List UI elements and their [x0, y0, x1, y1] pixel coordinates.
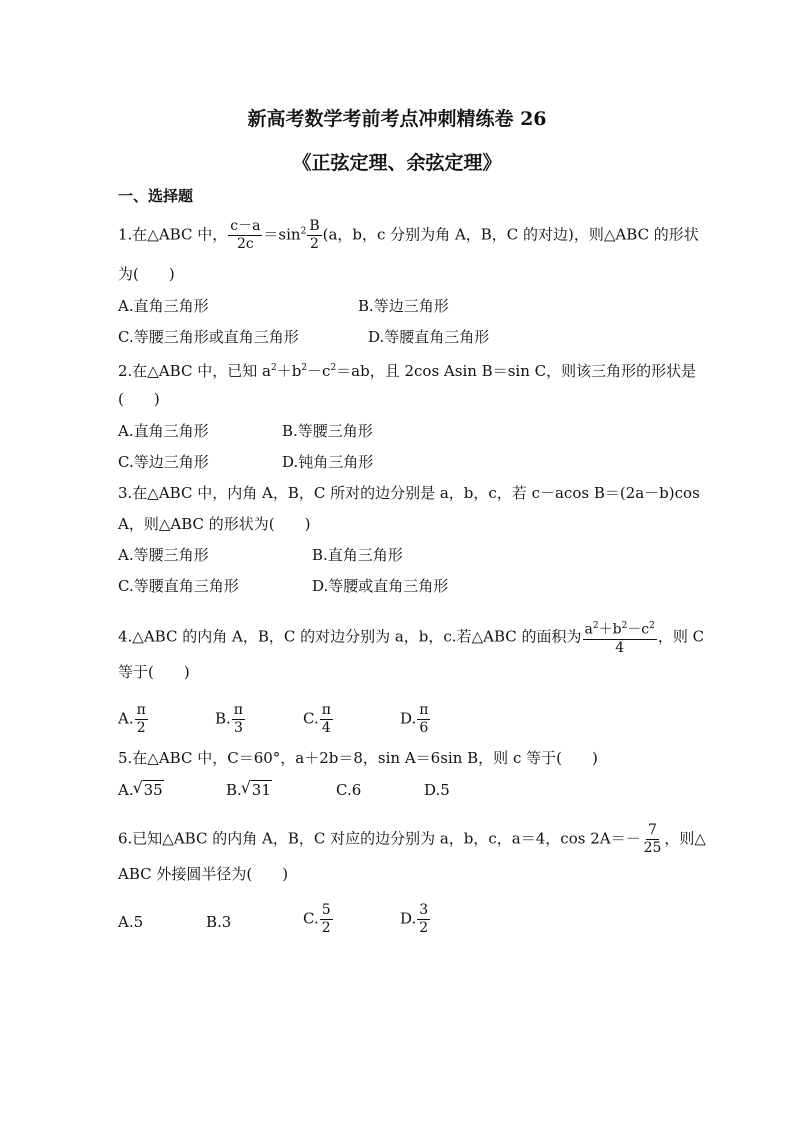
q2-option-c: C.等边三角形: [118, 453, 209, 471]
q4-option-d: D. $\frac{\pi}{6}$: [400, 702, 429, 736]
q4-option-b: B. $\frac{\pi}{3}$: [215, 702, 243, 736]
sqrt-symbol: √ 35: [134, 780, 164, 800]
q3-option-b: B.直角三角形: [312, 546, 403, 564]
question-2-line-2: ( ): [118, 390, 160, 408]
q5-option-d: D.5: [424, 781, 450, 799]
q4-option-a: A. $\frac{\pi}{2}$: [118, 702, 146, 736]
q6-option-b: B.3: [206, 913, 232, 931]
page-title: 新高考数学考前考点冲刺精练卷 26: [247, 108, 547, 130]
question-1-line-2: 为( ): [118, 265, 175, 283]
q4-option-c: C. $\frac{\pi}{4}$: [303, 702, 331, 736]
q2-option-a: A.直角三角形: [118, 422, 209, 440]
q6-option-a: A.5: [118, 913, 144, 931]
q1-fraction-2: $\frac{B}{2}$: [309, 218, 320, 252]
q1-option-d: D.等腰直角三角形: [368, 328, 490, 346]
q1-fraction-1: $\frac{c-a}{2c}$: [230, 218, 261, 252]
question-6-line-1: 6.已知△ABC 的内角 A，B，C 对应的边分别为 a，b，c，a＝4，cos 2A＝－ $\frac{7}{25}$ ，则△: [118, 822, 706, 856]
q2-option-d: D.钝角三角形: [282, 453, 374, 471]
q4-area-fraction: $\frac{a^2+b^2-c^2}{4}$: [583, 618, 657, 657]
q6-option-d: D. $\frac{3}{2}$: [400, 902, 429, 936]
section-heading: 一、选择题: [118, 187, 194, 205]
question-4-line-2: 等于( ): [118, 663, 190, 681]
q6-option-c: C. $\frac{5}{2}$: [303, 902, 331, 936]
question-2-line-1: 2.在△ABC 中，已知 $a^2+b^2-c^2=ab$，且 2cos Asin B＝sin C，则该三角形的形状是: [118, 362, 697, 380]
q3-option-d: D.等腰或直角三角形: [312, 577, 449, 595]
question-3-line-1: 3.在△ABC 中，内角 A，B，C 所对的边分别是 a，b，c，若 c－acos B＝(2a－b)cos: [118, 484, 700, 502]
q5-option-c: C.6: [336, 781, 362, 799]
q1-option-c: C.等腰三角形或直角三角形: [118, 328, 299, 346]
q1-option-a: A.直角三角形: [118, 297, 209, 315]
page-subtitle: 《正弦定理、余弦定理》: [292, 152, 502, 174]
q3-option-a: A.等腰三角形: [118, 546, 209, 564]
question-5-line-1: 5.在△ABC 中，C＝60°，a＋2b＝8，sin A＝6sin B，则 c 等于( ): [118, 749, 598, 767]
question-6-line-2: ABC 外接圆半径为( ): [118, 865, 289, 883]
q2-option-b: B.等腰三角形: [282, 422, 373, 440]
q5-option-b: B.√ 31: [226, 780, 272, 800]
question-3-line-2: A，则△ABC 的形状为( ): [118, 515, 311, 533]
q3-option-c: C.等腰直角三角形: [118, 577, 239, 595]
q5-option-a: A.√ 35: [118, 780, 164, 800]
q1-option-b: B.等边三角形: [358, 297, 449, 315]
sqrt-symbol: √ 31: [242, 780, 272, 800]
q6-fraction: $\frac{7}{25}$: [643, 822, 662, 856]
question-4-line-1: 4.△ABC 的内角 A，B，C 的对边分别为 a，b，c.若△ABC 的面积为 $\frac{a^2+b^2-c^2}{4}$ ，则 C: [118, 618, 704, 657]
question-1-line-1: 1.在△ABC 中， $\frac{c-a}{2c}$ $=\sin^2$ $\frac{B}{2}$ (a，b，c 分别为角 A，B，C 的对边)，则△ABC 的形状: [118, 218, 699, 252]
